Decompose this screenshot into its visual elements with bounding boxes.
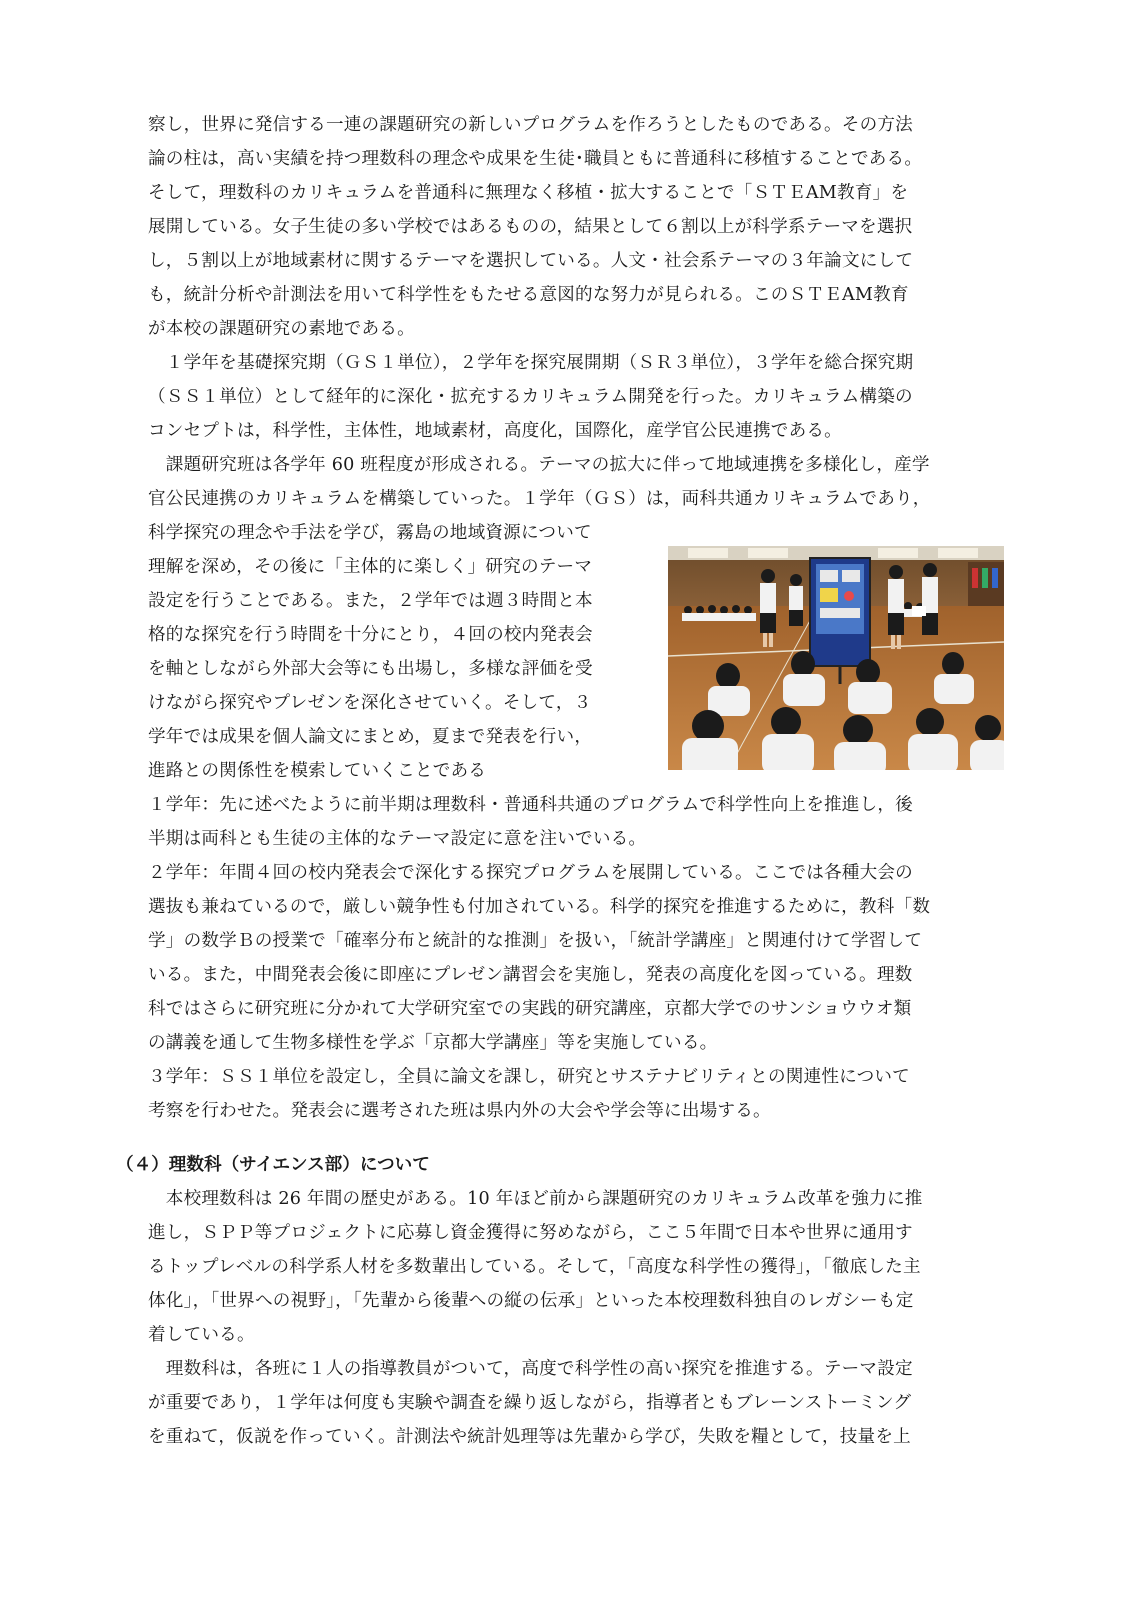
paragraph-line: 着している。 <box>148 1325 255 1345</box>
paragraph-line: を重ねて，仮説を作っていく。計測法や統計処理等は先輩から学び，失敗を糧として，技量を上 <box>148 1427 911 1447</box>
paragraph-line: の講義を通して生物多様性を学ぶ「京都大学講座」等を実施している。 <box>148 1033 718 1053</box>
paragraph-line: １学年を基礎探究期（ＧＳ１単位），２学年を探究展開期（ＳＲ３単位），３学年を総合探究期 <box>148 353 914 373</box>
paragraph-line: 選抜も兼ねているので，厳しい競争性も付加されている。科学的探究を推進するために，教科「数 <box>148 897 931 917</box>
paragraph-line: 理数科は，各班に１人の指導教員がついて，高度で科学性の高い探究を推進する。テーマ設定 <box>148 1359 913 1379</box>
paragraph-line: 半期は両科とも生徒の主体的なテーマ設定に意を注いでいる。 <box>148 829 647 849</box>
paragraph-line: １学年：先に述べたように前半期は理数科・普通科共通のプログラムで科学性向上を推進し，後 <box>148 795 913 815</box>
paragraph-line: 格的な探究を行う時間を十分にとり，４回の校内発表会 <box>148 625 593 645</box>
paragraph-line: （ＳＳ１単位）として経年的に深化・拡充するカリキュラム開発を行った。カリキュラム構築の <box>148 387 913 407</box>
paragraph-line: 官公民連携のカリキュラムを構築していった。１学年（ＧＳ）は，両科共通カリキュラムであり， <box>148 489 931 509</box>
paragraph-line: も，統計分析や計測法を用いて科学性をもたせる意図的な努力が見られる。このＳＴＥAM教育 <box>148 285 909 305</box>
presentation-photo <box>668 546 1004 770</box>
paragraph-line: けながら探究やプレゼンを深化させていく。そして，３ <box>148 693 592 713</box>
paragraph-line: し，５割以上が地域素材に関するテーマを選択している。人文・社会系テーマの３年論文にして <box>148 251 914 271</box>
paragraph-line: 進し，ＳＰＰ等プロジェクトに応募し資金獲得に努めながら，ここ５年間で日本や世界に通用す <box>148 1223 913 1243</box>
paragraph-line: 学年では成果を個人論文にまとめ，夏まで発表を行い， <box>148 727 593 747</box>
paragraph-line: そして，理数科のカリキュラムを普通科に無理なく移植・拡大することで「ＳＴＥAM教育」を <box>148 183 909 203</box>
paragraph-line: 体化」，「世界への視野」，「先輩から後輩への縦の伝承」といった本校理数科独自のレガシーも定 <box>148 1291 914 1311</box>
paragraph-line: 本校理数科は 26 年間の歴史がある。10 年ほど前から課題研究のカリキュラム改革を強力に推 <box>148 1189 923 1209</box>
paragraph-line: 科学探究の理念や手法を学び，霧島の地域資源について <box>148 523 592 543</box>
paragraph-line: が本校の課題研究の素地である。 <box>148 319 415 339</box>
paragraph-line: 学」の数学Ｂの授業で「確率分布と統計的な推測」を扱い，「統計学講座」と関連付けて学習して <box>148 931 923 951</box>
paragraph-line: ３学年：ＳＳ１単位を設定し，全員に論文を課し，研究とサステナビリティとの関連性について <box>148 1067 910 1087</box>
paragraph-line: 論の柱は，高い実績を持つ理数科の理念や成果を生徒･職員ともに普通科に移植することである。 <box>148 149 923 169</box>
paragraph-line: 展開している。女子生徒の多い学校ではあるものの，結果として６割以上が科学系テーマを選択 <box>148 217 913 237</box>
paragraph-line: コンセプトは，科学性，主体性，地域素材，高度化，国際化，産学官公民連携である。 <box>148 421 842 441</box>
paragraph-line: いる。また，中間発表会後に即座にプレゼン講習会を実施し，発表の高度化を図っている。理数 <box>148 965 913 985</box>
paragraph-line: るトップレベルの科学系人材を多数輩出している。そして，「高度な科学性の獲得」，「徹底した主 <box>148 1257 921 1277</box>
paragraph-line: 科ではさらに研究班に分かれて大学研究室での実践的研究講座，京都大学でのサンショウウオ類 <box>148 999 912 1019</box>
section-heading: （４）理数科（サイエンス部）について <box>116 1155 430 1175</box>
paragraph-line: 理解を深め，その後に「主体的に楽しく」研究のテーマ <box>148 557 593 577</box>
paragraph-line: 考察を行わせた。発表会に選考された班は県内外の大会や学会等に出場する。 <box>148 1101 771 1121</box>
paragraph-line: が重要であり，１学年は何度も実験や調査を繰り返しながら，指導者ともブレーンストーミング <box>148 1393 912 1413</box>
paragraph-line: 察し，世界に発信する一連の課題研究の新しいプログラムを作ろうとしたものである。その方法 <box>148 115 913 135</box>
paragraph-line: を軸としながら外部大会等にも出場し，多様な評価を受 <box>148 659 593 679</box>
paragraph-line: ２学年：年間４回の校内発表会で深化する探究プログラムを展開している。ここでは各種大会の <box>148 863 913 883</box>
paragraph-line: 設定を行うことである。また，２学年では週３時間と本 <box>148 591 593 611</box>
paragraph-line: 課題研究班は各学年 60 班程度が形成される。テーマの拡大に伴って地域連携を多様化し，産学 <box>148 455 930 475</box>
paragraph-line: 進路との関係性を模索していくことである <box>148 761 487 781</box>
